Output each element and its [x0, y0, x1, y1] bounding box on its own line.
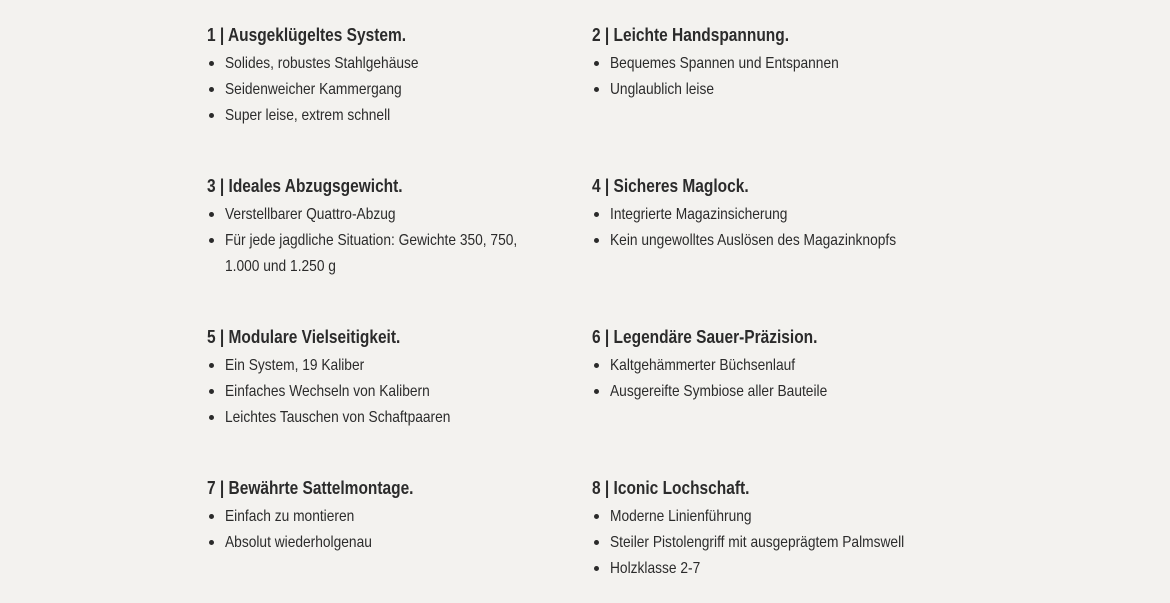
feature-title: 1 | Ausgeklügeltes System. — [207, 25, 407, 45]
feature-title: 3 | Ideales Abzugsgewicht. — [207, 176, 403, 196]
feature-block-8 — [592, 476, 952, 582]
list-item-text: Unglaublich leise — [610, 81, 715, 98]
list-item-text: Einfach zu montieren — [225, 508, 355, 525]
feature-title: 7 | Bewährte Sattelmontage. — [207, 478, 414, 498]
feature-block-5 — [207, 325, 567, 431]
feature-list — [592, 353, 952, 405]
bullet-icon — [594, 566, 599, 571]
bullet-icon — [209, 87, 214, 92]
feature-title: 6 | Legendäre Sauer-Präzision. — [592, 327, 818, 347]
list-item — [592, 77, 952, 103]
list-item-text: Solides, robustes Stahlgehäuse — [225, 55, 419, 72]
list-item-text: Seidenweicher Kammergang — [225, 81, 402, 98]
feature-list — [207, 504, 567, 556]
feature-title: 2 | Leichte Handspannung. — [592, 25, 789, 45]
bullet-icon — [594, 238, 599, 243]
list-item-text: Holzklasse 2-7 — [610, 560, 701, 577]
list-item — [207, 77, 567, 103]
list-item-text: Für jede jagdliche Situation: Gewichte 350, 750, 1.000 und 1.250 g — [225, 232, 518, 275]
list-item-text: Ein System, 19 Kaliber — [225, 357, 365, 374]
list-item — [592, 228, 952, 254]
feature-block-7 — [207, 476, 567, 556]
bullet-icon — [209, 514, 214, 519]
feature-list — [207, 51, 567, 129]
feature-block-3 — [207, 174, 567, 280]
feature-block-6 — [592, 325, 952, 405]
bullet-icon — [594, 363, 599, 368]
list-item-text: Steiler Pistolengriff mit ausgeprägtem Palmswell — [610, 534, 905, 551]
feature-list — [207, 202, 567, 280]
bullet-icon — [209, 212, 214, 217]
bullet-icon — [594, 212, 599, 217]
bullet-icon — [594, 61, 599, 66]
list-item — [207, 103, 567, 129]
list-item-text: Kein ungewolltes Auslösen des Magazinknopfs — [610, 232, 897, 249]
bullet-icon — [594, 514, 599, 519]
list-item — [207, 202, 567, 228]
bullet-icon — [594, 389, 599, 394]
bullet-icon — [209, 238, 214, 243]
list-item — [592, 202, 952, 228]
list-item — [592, 530, 952, 556]
list-item-text: Ausgereifte Symbiose aller Bauteile — [610, 383, 828, 400]
list-item-text: Einfaches Wechseln von Kalibern — [225, 383, 430, 400]
list-item-text: Absolut wiederholgenau — [225, 534, 372, 551]
list-item — [207, 405, 567, 431]
list-item-text: Integrierte Magazinsicherung — [610, 206, 788, 223]
list-item — [207, 504, 567, 530]
feature-block-4 — [592, 174, 952, 254]
list-item — [592, 51, 952, 77]
list-item-text: Super leise, extrem schnell — [225, 107, 391, 124]
list-item-text: Kaltgehämmerter Büchsenlauf — [610, 357, 796, 374]
feature-title: 8 | Iconic Lochschaft. — [592, 478, 750, 498]
feature-block-2 — [592, 23, 952, 103]
list-item-text: Leichtes Tauschen von Schaftpaaren — [225, 409, 451, 426]
bullet-icon — [594, 540, 599, 545]
list-item-text: Bequemes Spannen und Entspannen — [610, 55, 839, 72]
feature-title: 5 | Modulare Vielseitigkeit. — [207, 327, 401, 347]
bullet-icon — [209, 540, 214, 545]
bullet-icon — [209, 389, 214, 394]
list-item — [207, 228, 567, 280]
bullet-icon — [209, 113, 214, 118]
feature-list — [592, 202, 952, 254]
list-item — [592, 504, 952, 530]
bullet-icon — [594, 87, 599, 92]
feature-block-1 — [207, 23, 567, 129]
bullet-icon — [209, 61, 214, 66]
list-item-text: Moderne Linienführung — [610, 508, 752, 525]
feature-list — [592, 504, 952, 582]
feature-list — [592, 51, 952, 103]
list-item-text: Verstellbarer Quattro-Abzug — [225, 206, 396, 223]
list-item — [592, 353, 952, 379]
list-item — [207, 530, 567, 556]
list-item — [592, 379, 952, 405]
list-item — [207, 379, 567, 405]
list-item — [207, 51, 567, 77]
feature-title: 4 | Sicheres Maglock. — [592, 176, 749, 196]
list-item — [207, 353, 567, 379]
list-item — [592, 556, 952, 582]
bullet-icon — [209, 363, 214, 368]
feature-list — [207, 353, 567, 431]
bullet-icon — [209, 415, 214, 420]
